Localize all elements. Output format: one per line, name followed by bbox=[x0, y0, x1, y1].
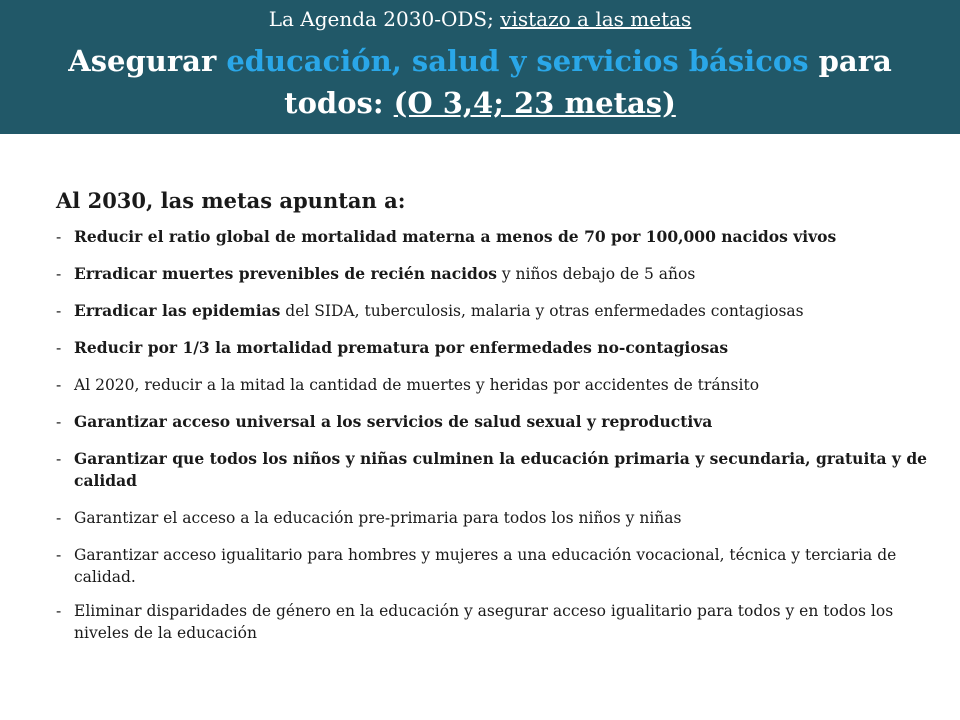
slide-body bbox=[56, 186, 936, 656]
dash-bullet: - bbox=[56, 450, 62, 468]
list-item bbox=[56, 300, 936, 322]
list-item bbox=[56, 411, 936, 433]
item-text: Garantizar acceso igualitario para hombres y mujeres a una educación vocacional, técnica y terciaria de calidad. bbox=[74, 546, 897, 586]
list-item bbox=[56, 507, 936, 529]
title-accent: educación, salud y servicios básicos bbox=[226, 44, 809, 78]
lead-heading: Al 2030, las metas apuntan a: bbox=[56, 188, 406, 213]
item-text: Garantizar el acceso a la educación pre-primaria para todos los niños y niñas bbox=[74, 509, 682, 527]
item-bold: Garantizar acceso universal a los servicios de salud sexual y reproductiva bbox=[74, 412, 713, 431]
dash-bullet: - bbox=[56, 265, 62, 283]
dash-bullet: - bbox=[56, 228, 62, 246]
title-reference: (O 3,4; 23 metas) bbox=[393, 86, 676, 120]
dash-bullet: - bbox=[56, 413, 62, 431]
dash-bullet: - bbox=[56, 376, 62, 394]
item-bold: Erradicar las epidemias bbox=[74, 301, 281, 320]
list-item bbox=[56, 374, 936, 396]
slide-title bbox=[20, 40, 940, 124]
list-item bbox=[56, 226, 936, 248]
header-kicker bbox=[0, 6, 960, 32]
list-item bbox=[56, 600, 936, 644]
item-bold: Garantizar que todos los niños y niñas culminen la educación primaria y secundaria, gratuita y de calidad bbox=[74, 449, 928, 490]
list-item bbox=[56, 544, 936, 588]
kicker-prefix: La Agenda 2030-ODS; bbox=[268, 7, 501, 31]
title-part2: para todos: bbox=[284, 44, 892, 120]
item-text: del SIDA, tuberculosis, malaria y otras enfermedades contagiosas bbox=[280, 302, 804, 320]
slide-header bbox=[0, 0, 960, 134]
list-item bbox=[56, 337, 936, 359]
item-bold: Reducir el ratio global de mortalidad materna a menos de 70 por 100,000 nacidos vivos bbox=[74, 227, 837, 246]
item-text: y niños debajo de 5 años bbox=[496, 265, 696, 283]
dash-bullet: - bbox=[56, 302, 62, 320]
dash-bullet: - bbox=[56, 339, 62, 357]
item-text: Al 2020, reducir a la mitad la cantidad de muertes y heridas por accidentes de tránsito bbox=[74, 376, 760, 394]
dash-bullet: - bbox=[56, 546, 62, 564]
title-part1: Asegurar bbox=[68, 44, 227, 78]
dash-bullet: - bbox=[56, 509, 62, 527]
goals-list bbox=[56, 226, 936, 644]
item-bold: Erradicar muertes prevenibles de recién nacidos bbox=[74, 264, 497, 283]
item-text: Eliminar disparidades de género en la educación y asegurar acceso igualitario para todos y en todos los niveles de la educación bbox=[74, 602, 894, 642]
list-item bbox=[56, 448, 936, 492]
item-bold: Reducir por 1/3 la mortalidad prematura por enfermedades no-contagiosas bbox=[74, 338, 729, 357]
kicker-underlined: vistazo a las metas bbox=[500, 7, 692, 31]
dash-bullet: - bbox=[56, 602, 62, 620]
list-item bbox=[56, 263, 936, 285]
